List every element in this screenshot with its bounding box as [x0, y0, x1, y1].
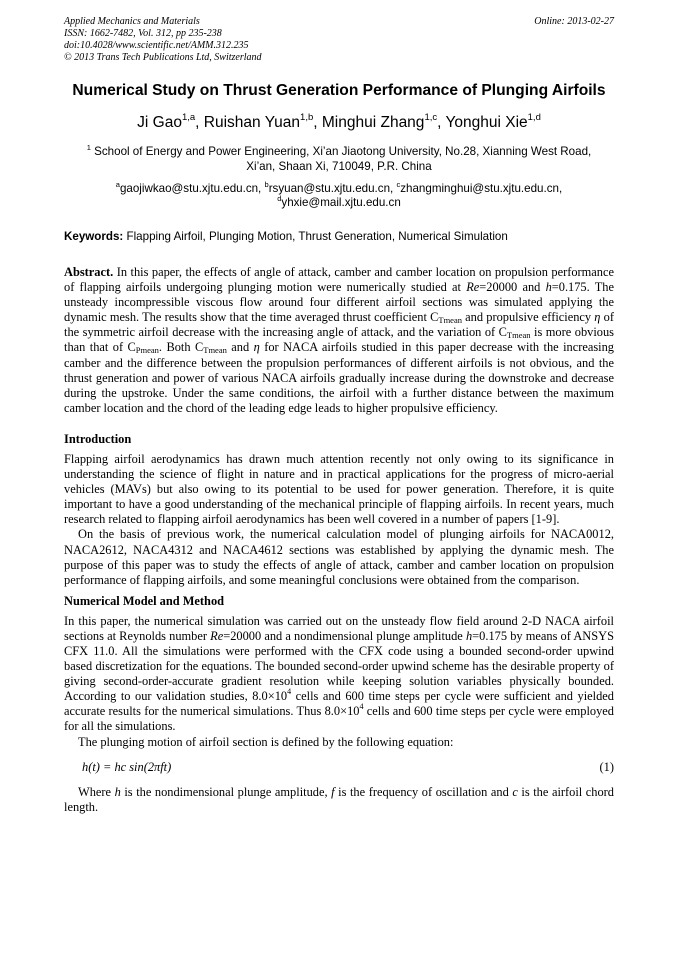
author-affil-mark: 1,c [424, 112, 438, 123]
abstract-sub: Tmean [438, 315, 462, 326]
method-var: Re [210, 628, 224, 643]
affiliation [64, 144, 614, 174]
abstract-var: η [253, 340, 260, 355]
author-affil-mark: 1,d [527, 112, 541, 123]
abstract-sub: Tmean [203, 345, 227, 356]
email-d[interactable]: yhxie@mail.xjtu.edu.cn [281, 196, 401, 209]
journal-header [64, 16, 614, 64]
paper-title: Numerical Study on Thrust Generation Performance of Plunging Airfoils [72, 82, 606, 99]
method-text: =0.175 by means of ANSYS CFX 11.0. All the simulations were performed with the CFX code using a bounded second-order upwind based discretization for the equations. The bounded second-order upwind scheme has the desirable property of giving second-order-accurate gradient resolution while keeping solution variables physically bounded. According to our validation studies, 8.0×10 [64, 628, 614, 704]
method-paragraph-1 [64, 614, 614, 735]
method-paragraph-3 [64, 785, 614, 815]
abstract-var: h [545, 280, 552, 295]
email-mark: a [115, 180, 120, 189]
method-sup: 4 [287, 687, 292, 697]
email-mark: b [264, 180, 269, 189]
method-text: =20000 and a nondimensional plunge amplitude [223, 628, 466, 643]
keywords-text: Flapping Airfoil, Plunging Motion, Thrust Generation, Numerical Simulation [126, 230, 508, 243]
paper-page [64, 16, 614, 815]
method-text: Where [78, 784, 115, 799]
abstract-text: . Both C [158, 340, 204, 355]
abstract-label: Abstract. [64, 265, 114, 279]
equation-number: (1) [599, 759, 614, 774]
online-date: Online: 2013-02-27 [534, 16, 614, 27]
email-mark: c [396, 180, 401, 189]
section-heading-method: Numerical Model and Method [64, 593, 225, 608]
abstract [64, 265, 614, 416]
keywords-label: Keywords: [64, 230, 124, 243]
method-paragraph-2: The plunging motion of airfoil section is defined by the following equation: [78, 734, 454, 749]
email-mark: d [277, 194, 282, 203]
abstract-var: Re [466, 280, 480, 295]
abstract-var: η [594, 310, 601, 325]
author-name: Minghui Zhang [321, 114, 425, 131]
author-affil-mark: 1,b [300, 112, 314, 123]
abstract-text: for NACA airfoils studied in this paper decrease with the increasing camber and the difference between the propulsion performances of different airfoils is not obvious, and the thrust generation and power of various NACA airfoils gradually increase during the downstroke and decrease during the upstroke. Under the same conditions, the airfoil with a further distance between the maximum camber location and the chord of the leading edge leads to higher propulsive efficiency. [64, 340, 615, 415]
author-name: Yonghui Xie [445, 114, 528, 131]
author-name: Ji Gao [137, 114, 182, 131]
method-sup: 4 [359, 702, 364, 712]
email-a[interactable]: gaojiwkao@stu.xjtu.edu.cn, [119, 182, 262, 195]
keywords [64, 230, 614, 243]
journal-name: Applied Mechanics and Materials [64, 16, 200, 27]
abstract-text: =20000 and [479, 280, 546, 295]
affiliation-line-2: Xi’an, Shaan Xi, 710049, P.R. China [246, 160, 432, 173]
abstract-sub: Pmean [135, 345, 159, 356]
method-text: cells and 600 time steps per cycle were sufficient and yielded accurate results for the numerical simulations. Thus 8.0×10 [64, 689, 614, 719]
method-text: is the frequency of oscillation and [334, 784, 513, 799]
method-text: is the airfoil chord length. [64, 784, 615, 814]
method-text: In this paper, the numerical simulation was carried out on the unsteady flow field around 2-D NACA airfoil sections at Reynolds number [64, 613, 614, 643]
introduction-paragraph-2: On the basis of previous work, the numerical calculation model of plunging airfoils for NACA0012, NACA2612, NACA4312 and NACA4612 sections was established by applying the dynamic mesh. The purpose of this paper was to study the effects of angle of attack, camber and camber location on propulsion performance of flapping airfoils, and some meaningful conclusions were obtained from the comparison. [64, 527, 614, 587]
introduction-paragraph-1: Flapping airfoil aerodynamics has drawn much attention recently not only owing to its significance in understanding the science of flight in nature and in practical applications for the progress of micro-aerial vehicles (MAVs) but also owing to its potential to be used for power generation. Therefore, it is quite important to have a good understanding of the mechanical principle of flapping airfoils. In recent years, much research related to flapping airfoil aerodynamics has been well covered in a number of papers [1-9]. [64, 451, 614, 527]
abstract-text: =0.175. The unsteady incompressible viscous flow around four different airfoil sections was simulated applying the dynamic mesh. The results show that the time averaged thrust coefficient C [64, 280, 614, 325]
copyright-line: © 2013 Trans Tech Publications Ltd, Switzerland [64, 52, 262, 63]
author-list: Ji Gao$^{1,a}$, Ruishan Yuan$^{1,b}$, Minghui Zhang$^{1,c}$, Yonghui Xie$^{1,d}$ [137, 112, 541, 131]
abstract-text: and [226, 340, 254, 355]
method-text: is the nondimensional plunge amplitude, [120, 784, 332, 799]
author-affil-mark: 1,a [181, 112, 196, 123]
author-emails [64, 182, 614, 210]
method-var: f [331, 784, 335, 799]
doi-line: doi:10.4028/www.scientific.net/AMM.312.235 [64, 40, 249, 51]
method-text: cells and 600 time steps per cycle were employed for all the simulations. [64, 704, 615, 734]
issn-line: ISSN: 1662-7482, Vol. 312, pp 235-238 [64, 28, 222, 39]
abstract-sub: Tmean [506, 330, 531, 341]
method-var: c [512, 784, 518, 799]
author-name: Ruishan Yuan [203, 114, 301, 131]
email-c[interactable]: zhangminghui@stu.xjtu.edu.cn, [400, 182, 563, 195]
abstract-text: In this paper, the effects of angle of attack, camber and camber location on propulsion performance of flapping airfoils undergoing plunging motion were numerically studied at [64, 265, 614, 295]
equation-expression: h(t) = hc sin(2πft) [82, 759, 172, 774]
equation-1 [64, 760, 614, 775]
method-var: h [114, 784, 121, 799]
abstract-text: and propulsive efficiency [461, 310, 595, 325]
section-heading-introduction: Introduction [64, 431, 132, 446]
method-var: h [465, 628, 473, 643]
abstract-text: of the symmetric airfoil decrease with the increasing angle of attack, and the variation of C [64, 310, 614, 340]
affiliation-line-1: School of Energy and Power Engineering, Xi’an Jiaotong University, No.28, Xianning West Road, [94, 145, 592, 158]
affiliation-mark: 1 [86, 143, 91, 152]
abstract-text: is more obvious than that of C [64, 325, 614, 355]
email-b[interactable]: rsyuan@stu.xjtu.edu.cn, [268, 182, 394, 195]
